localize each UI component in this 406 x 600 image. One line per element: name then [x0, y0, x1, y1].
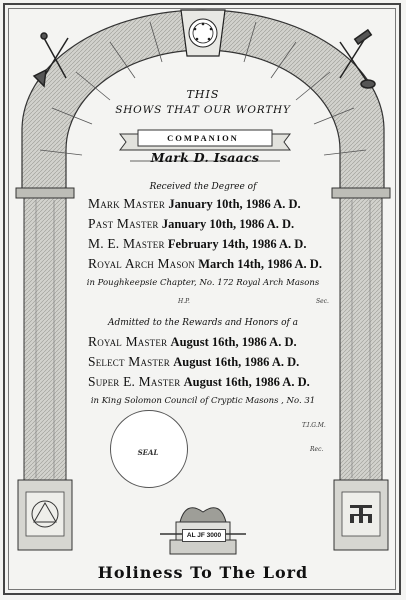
chapter-name: in Poughkeepsie Chapter, No. 172 Royal Arch Masons	[86, 278, 320, 288]
signature-sec: Sec.	[316, 298, 329, 305]
council-degree-3: Super E. Master August 16th, 1986 A. D.	[88, 374, 310, 389]
triple-tau-icon	[350, 505, 372, 523]
council-degree-2: Select Master August 16th, 1986 A. D.	[88, 354, 300, 369]
chapter-degree-1: Mark Master January 10th, 1986 A. D.	[88, 196, 301, 211]
admitted-text: Admitted to the Rewards and Honors of a	[107, 318, 299, 328]
header-this: THIS	[186, 88, 220, 101]
signature-rec: Rec.	[310, 446, 324, 453]
ark-plaque: AL JF 3000	[182, 529, 226, 542]
council-name: in King Solomon Council of Cryptic Masons , No. 31	[90, 396, 316, 406]
seal-label: SEAL	[137, 448, 159, 457]
chapter-degree-4: Royal Arch Mason March 14th, 1986 A. D.	[88, 256, 322, 271]
recipient-name: Mark D. Isaacs	[150, 150, 260, 165]
footer-motto: Holiness To The Lord	[97, 563, 309, 582]
banner-companion: COMPANION	[167, 133, 239, 143]
council-degree-1: Royal Master August 16th, 1986 A. D.	[88, 334, 297, 349]
received-text: Received the Degree of	[149, 182, 257, 192]
header-worthy: SHOWS THAT OUR WORTHY	[115, 104, 291, 116]
chapter-degree-3: M. E. Master February 14th, 1986 A. D.	[88, 236, 307, 251]
signature-tigm: T.I.G.M.	[302, 422, 326, 429]
signature-hp: H.P.	[178, 298, 190, 305]
keystone-emblem-icon	[181, 10, 225, 56]
chapter-degree-2: Past Master January 10th, 1986 A. D.	[88, 216, 295, 231]
